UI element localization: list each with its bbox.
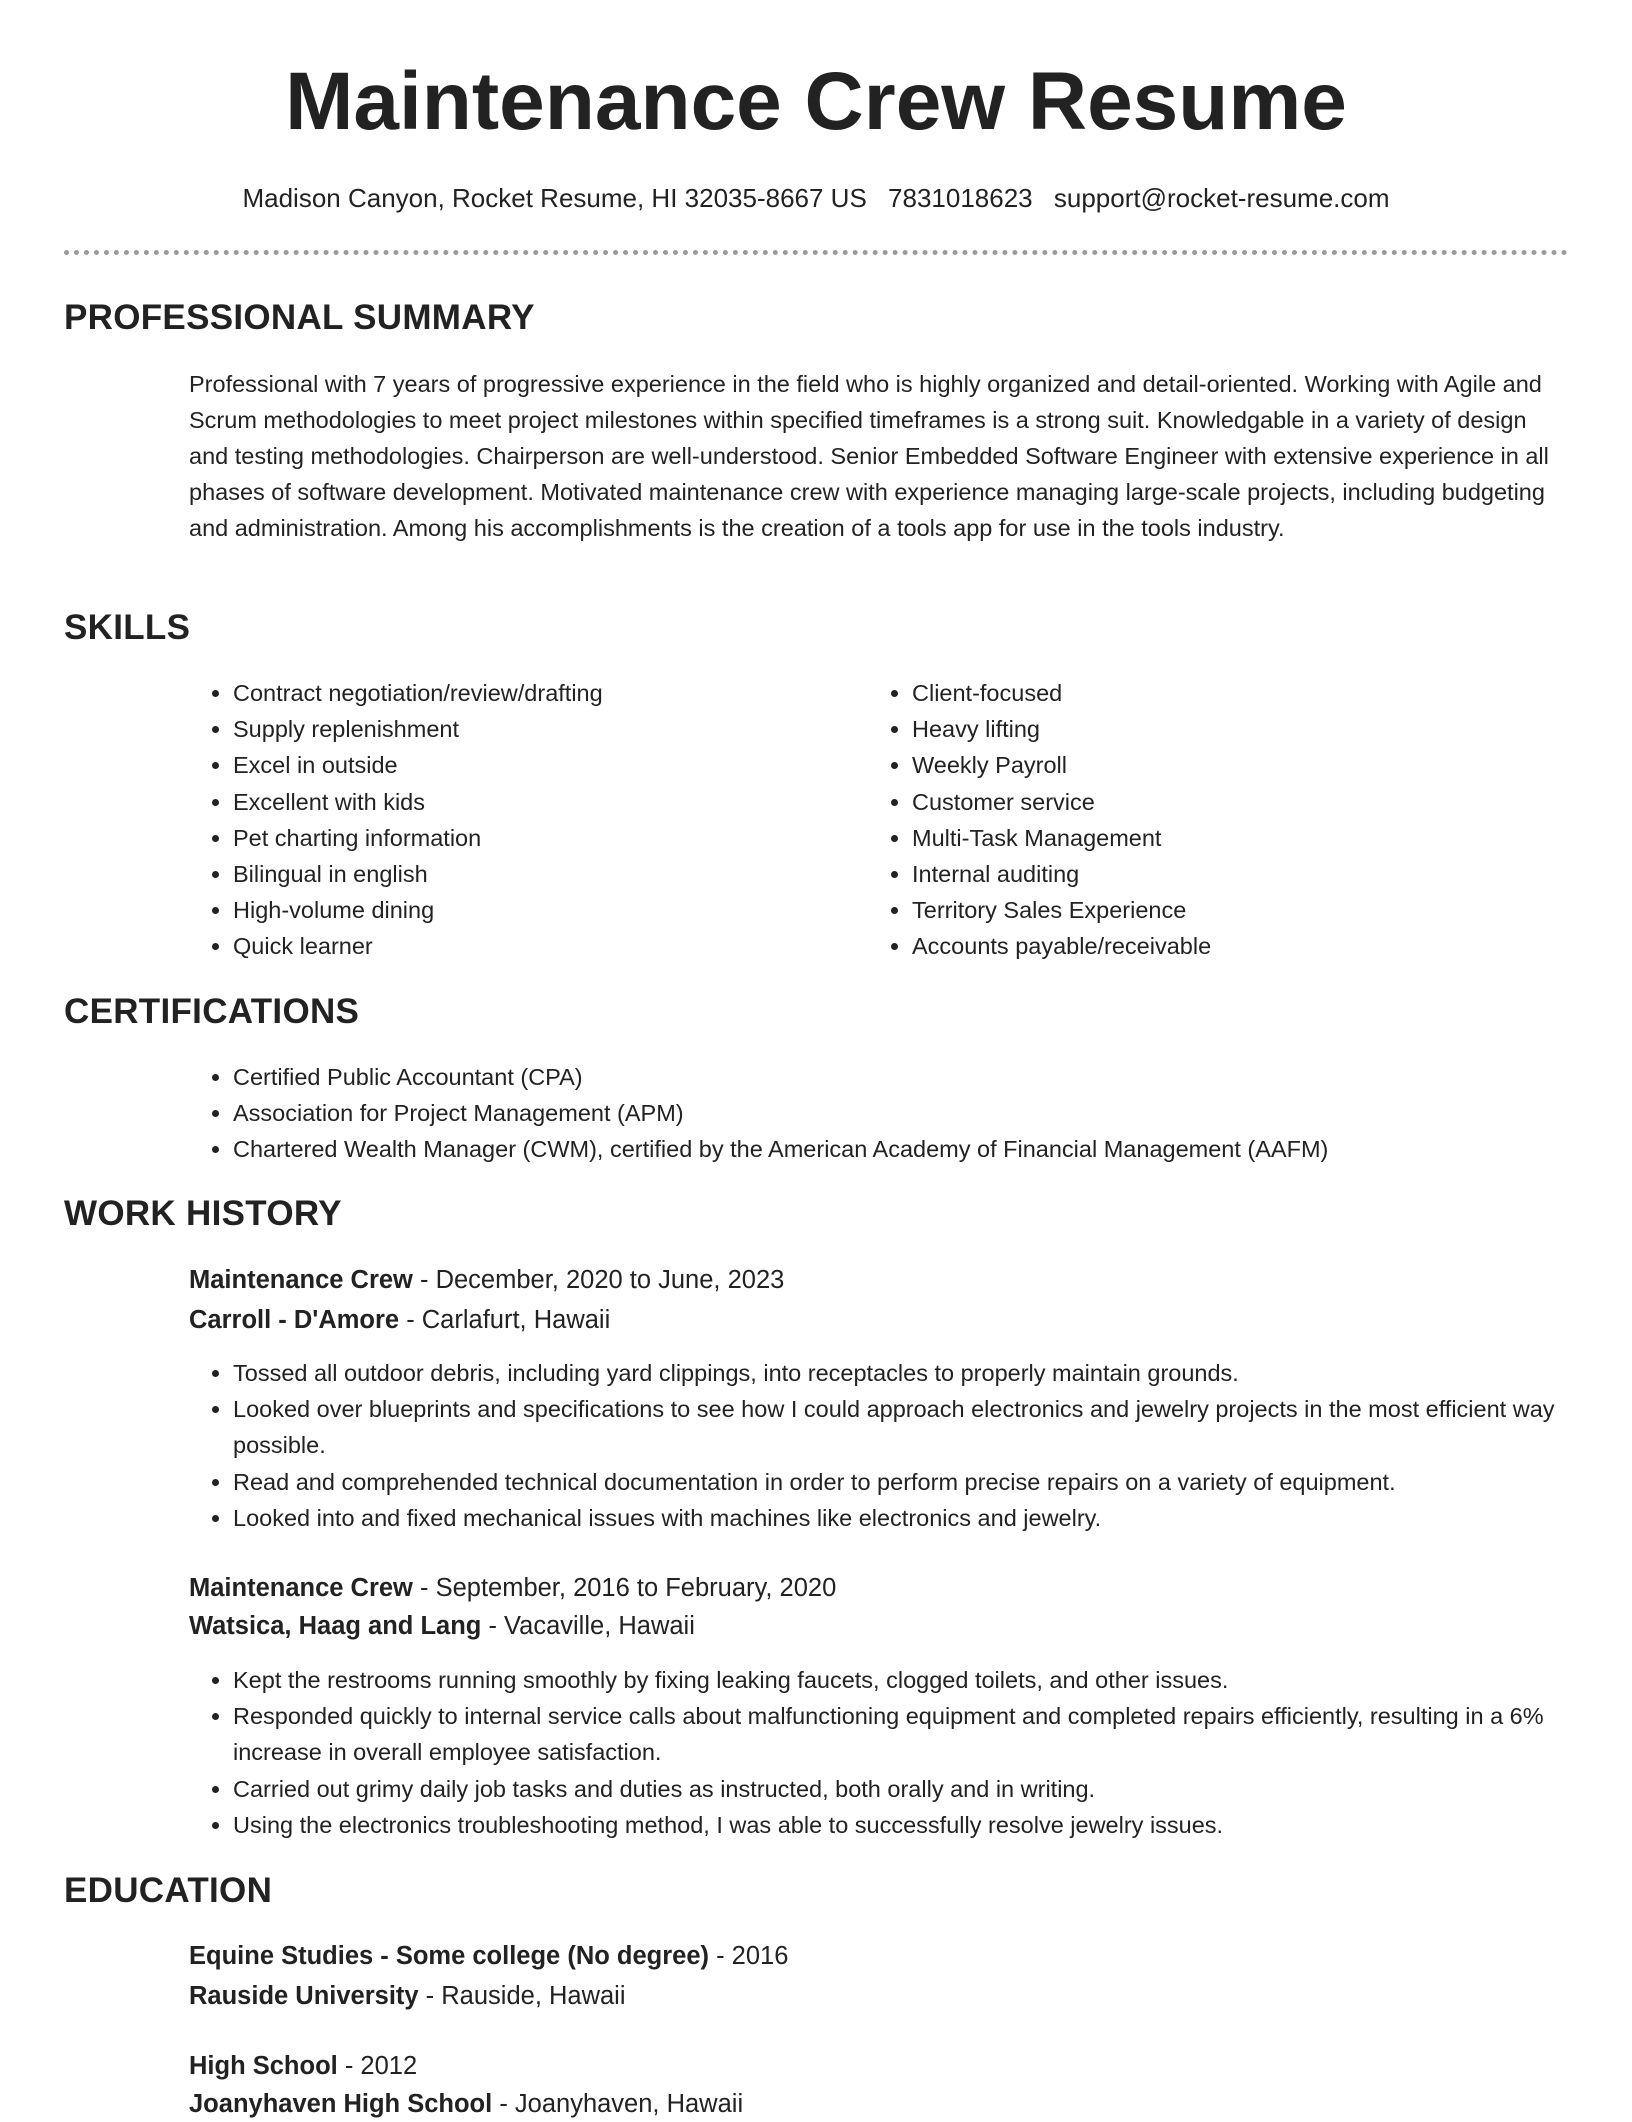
job-location: - Carlafurt, Hawaii <box>399 1306 611 1334</box>
summary-text: Professional with 7 years of progressive experience in the field who is highly organized and detail-oriented. Working with Agile and Scrum methodologies to meet project milestones within specified timeframes is a strong suit. Knowledgable in a variety of design and testing methodologies. Chairperson are well-understood. Senior Embedded Software Engineer with extensive experience in all phases of software development. Motivated maintenance crew with experience managing large-scale projects, including budgeting and administration. Among his accomplishments is the creation of a tools app for use in the tools industry. <box>189 371 1549 541</box>
job-bullet: • Looked over blueprints and specifications to see how I could approach electronics and jewelry projects in the most efficient way possible. <box>233 1391 1603 1463</box>
job-bullet: • Carried out grimy daily job tasks and duties as instructed, both orally and in writing. <box>233 1771 1603 1807</box>
skills-list-left <box>189 675 853 965</box>
skill-item: • Multi-Task Management <box>912 820 1562 856</box>
contact-email: support@rocket-resume.com <box>1053 183 1390 213</box>
job-company: Watsica, Haag and Lang <box>189 1612 482 1640</box>
skill-item: • High-volume dining <box>233 892 853 928</box>
job-company-line <box>189 1608 695 1644</box>
skill-item: • Excel in outside <box>233 747 853 783</box>
certifications-heading: CERTIFICATIONS <box>64 992 360 1031</box>
education-school: Joanyhaven High School <box>189 2090 493 2118</box>
job-title: Maintenance Crew <box>189 1574 413 1602</box>
certifications-list <box>189 1059 1603 1168</box>
skills-list-right <box>868 675 1562 965</box>
education-school-line <box>189 2086 743 2122</box>
education-school: Rauside University <box>189 1982 419 2010</box>
job-company-line <box>189 1302 610 1338</box>
summary-heading: PROFESSIONAL SUMMARY <box>64 298 535 337</box>
education-degree: High School <box>189 2052 338 2080</box>
education-school-line <box>189 1978 626 2014</box>
certification-item: • Association for Project Management (APM) <box>233 1095 1603 1131</box>
job-title: Maintenance Crew <box>189 1266 413 1294</box>
skill-item: • Internal auditing <box>912 856 1562 892</box>
skill-item: • Weekly Payroll <box>912 747 1562 783</box>
education-degree: Equine Studies - Some college (No degree) <box>189 1942 710 1970</box>
skill-item: • Customer service <box>912 784 1562 820</box>
certification-item: • Certified Public Accountant (CPA) <box>233 1059 1603 1095</box>
education-degree-line <box>189 2048 417 2084</box>
skill-item: • Accounts payable/receivable <box>912 928 1562 964</box>
job-bullets <box>189 1355 1603 1536</box>
skill-item: • Quick learner <box>233 928 853 964</box>
education-heading: EDUCATION <box>64 1871 273 1910</box>
job-location: - Vacaville, Hawaii <box>481 1612 695 1640</box>
job-bullets <box>189 1662 1603 1843</box>
job-company: Carroll - D'Amore <box>189 1306 400 1334</box>
skills-heading: SKILLS <box>64 608 191 647</box>
resume-title: Maintenance Crew Resume <box>285 56 1347 147</box>
job-dates: - December, 2020 to June, 2023 <box>412 1266 785 1294</box>
skill-item: • Supply replenishment <box>233 711 853 747</box>
job-bullet: • Responded quickly to internal service calls about malfunctioning equipment and completed repairs efficiently, resulting in a 6% increase in overall employee satisfaction. <box>233 1698 1603 1770</box>
job-bullet: • Read and comprehended technical documentation in order to perform precise repairs on a variety of equipment. <box>233 1464 1603 1500</box>
education-degree-line <box>189 1938 788 1974</box>
education-location: - Rauside, Hawaii <box>418 1982 626 2010</box>
education-year: - 2016 <box>709 1942 789 1970</box>
job-bullet: • Using the electronics troubleshooting method, I was able to successfully resolve jewelry issues. <box>233 1807 1603 1843</box>
job-bullet: • Looked into and fixed mechanical issues with machines like electronics and jewelry. <box>233 1500 1603 1536</box>
skill-item: • Client-focused <box>912 675 1562 711</box>
education-year: - 2012 <box>337 2052 418 2080</box>
skill-item: • Territory Sales Experience <box>912 892 1562 928</box>
job-dates: - September, 2016 to February, 2020 <box>412 1574 837 1602</box>
contact-phone: 7831018623 <box>888 183 1033 213</box>
skill-item: • Bilingual in english <box>233 856 853 892</box>
job-title-line <box>189 1262 784 1298</box>
certification-item: • Chartered Wealth Manager (CWM), certified by the American Academy of Financial Management (AAFM) <box>233 1131 1603 1167</box>
education-location: - Joanyhaven, Hawaii <box>492 2090 744 2118</box>
skill-item: • Excellent with kids <box>233 784 853 820</box>
work-history-heading: WORK HISTORY <box>64 1194 342 1233</box>
skill-item: • Contract negotiation/review/drafting <box>233 675 853 711</box>
contact-line <box>0 180 1632 216</box>
job-title-line <box>189 1570 836 1606</box>
job-bullet: • Tossed all outdoor debris, including yard clippings, into receptacles to properly maintain grounds. <box>233 1355 1603 1391</box>
job-bullet: • Kept the restrooms running smoothly by fixing leaking faucets, clogged toilets, and other issues. <box>233 1662 1603 1698</box>
header-divider <box>64 250 1568 255</box>
skill-item: • Heavy lifting <box>912 711 1562 747</box>
contact-address: Madison Canyon, Rocket Resume, HI 32035-8667 US <box>242 183 867 213</box>
skill-item: • Pet charting information <box>233 820 853 856</box>
